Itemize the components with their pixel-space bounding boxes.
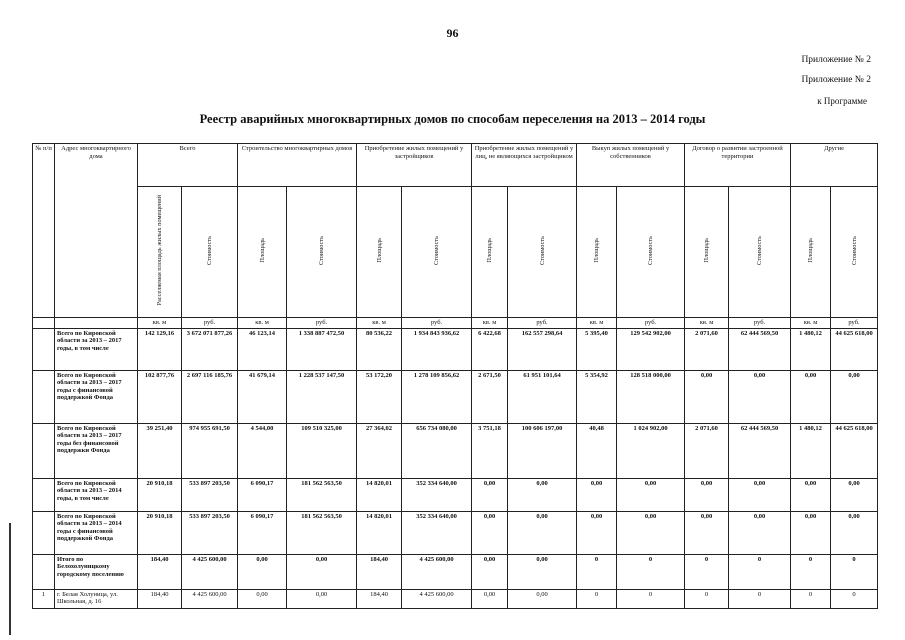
cell-value: 0 bbox=[577, 589, 617, 608]
sub-header-cost: Стоимость bbox=[182, 187, 238, 318]
cell-value: 0,00 bbox=[831, 511, 878, 554]
cell-value: 6 422,68 bbox=[472, 328, 508, 370]
cell-value: 62 444 569,50 bbox=[729, 423, 791, 478]
sub-header-area: Площадь bbox=[685, 187, 729, 318]
col-header-other: Другие bbox=[791, 144, 878, 187]
cell-value: 0,00 bbox=[791, 478, 831, 511]
cell-value: 0 bbox=[729, 554, 791, 589]
cell-value: 4 425 600,00 bbox=[402, 589, 472, 608]
unit-sqm: кв. м bbox=[472, 318, 508, 329]
unit-sqm: кв. м bbox=[685, 318, 729, 329]
table-row bbox=[33, 423, 878, 478]
cell-value: 62 444 569,50 bbox=[729, 328, 791, 370]
col-header-buyout: Выкуп жилых помещений у собственников bbox=[577, 144, 685, 187]
cell-value: 0,00 bbox=[791, 511, 831, 554]
cell-value: 0,00 bbox=[577, 478, 617, 511]
cell-value: 1 934 843 936,62 bbox=[402, 328, 472, 370]
cell-value: 0 bbox=[831, 554, 878, 589]
units-blank bbox=[55, 318, 138, 329]
cell-value: 27 364,02 bbox=[357, 423, 402, 478]
cell-value: 4 425 600,00 bbox=[182, 554, 238, 589]
appendix-program: к Программе bbox=[817, 96, 867, 106]
cell-value: 0,00 bbox=[729, 370, 791, 423]
col-header-address: Адрес многоквартирного дома bbox=[55, 144, 138, 318]
sub-header-cost: Стоимость bbox=[508, 187, 577, 318]
cell-value: 80 536,22 bbox=[357, 328, 402, 370]
unit-sqm: кв. м bbox=[791, 318, 831, 329]
sub-header-area: Площадь bbox=[357, 187, 402, 318]
cell-value: 4 544,00 bbox=[238, 423, 287, 478]
cell-value: 1 480,12 bbox=[791, 423, 831, 478]
cell-value: 533 897 203,50 bbox=[182, 478, 238, 511]
cell-value: 0,00 bbox=[685, 370, 729, 423]
cell-value: 0,00 bbox=[472, 589, 508, 608]
cell-value: 39 251,40 bbox=[138, 423, 182, 478]
units-blank bbox=[33, 318, 55, 329]
cell-value: 2 071,60 bbox=[685, 328, 729, 370]
cell-value: 162 557 298,64 bbox=[508, 328, 577, 370]
unit-rub: руб. bbox=[402, 318, 472, 329]
row-label: Итого по Белохолуницкому городскому поселению bbox=[55, 554, 138, 589]
cell-value: 0,00 bbox=[472, 478, 508, 511]
cell-value: 184,40 bbox=[357, 554, 402, 589]
cell-value: 0 bbox=[791, 589, 831, 608]
sub-header-cost: Стоимость bbox=[402, 187, 472, 318]
page-number: 96 bbox=[446, 26, 459, 40]
cell-value: 0,00 bbox=[238, 554, 287, 589]
cell-value: 184,40 bbox=[138, 589, 182, 608]
cell-value: 0 bbox=[617, 589, 685, 608]
table-row bbox=[33, 511, 878, 554]
cell-value: 0,00 bbox=[685, 478, 729, 511]
cell-value: 14 820,01 bbox=[357, 511, 402, 554]
table-row bbox=[33, 478, 878, 511]
unit-rub: руб. bbox=[617, 318, 685, 329]
cell-value: 6 090,17 bbox=[238, 478, 287, 511]
cell-value: 0 bbox=[685, 589, 729, 608]
sub-header-cost: Стоимость bbox=[831, 187, 878, 318]
cell-value: 0,00 bbox=[729, 511, 791, 554]
col-header-total: Всего bbox=[138, 144, 238, 187]
col-header-purchase-nondeveloper: Приобретение жилых помещений у лиц, не являющихся застройщиком bbox=[472, 144, 577, 187]
cell-value: 4 425 600,00 bbox=[182, 589, 238, 608]
cell-value: 0,00 bbox=[831, 478, 878, 511]
cell-value: 129 542 902,00 bbox=[617, 328, 685, 370]
registry-table bbox=[32, 143, 878, 609]
cell-value: 533 897 203,50 bbox=[182, 511, 238, 554]
header-row-groups bbox=[33, 144, 878, 187]
cell-value: 0,00 bbox=[472, 511, 508, 554]
cell-value: 102 877,76 bbox=[138, 370, 182, 423]
cell-value: 5 395,40 bbox=[577, 328, 617, 370]
cell-value: 14 820,01 bbox=[357, 478, 402, 511]
unit-rub: руб. bbox=[182, 318, 238, 329]
cell-value: 0 bbox=[577, 554, 617, 589]
row-number bbox=[33, 370, 55, 423]
cell-value: 0,00 bbox=[508, 554, 577, 589]
cell-value: 6 090,17 bbox=[238, 511, 287, 554]
cell-value: 0 bbox=[729, 589, 791, 608]
units-row bbox=[33, 318, 878, 329]
sub-header-area: Площадь bbox=[472, 187, 508, 318]
cell-value: 61 951 101,64 bbox=[508, 370, 577, 423]
header-row-sub bbox=[33, 187, 878, 318]
unit-rub: руб. bbox=[508, 318, 577, 329]
unit-rub: руб. bbox=[287, 318, 357, 329]
appendix-label-repeat: Приложение № 2 bbox=[801, 75, 871, 85]
cell-value: 184,40 bbox=[357, 589, 402, 608]
col-header-construction: Строительство многоквартирных домов bbox=[238, 144, 357, 187]
table-row bbox=[33, 554, 878, 589]
cell-value: 0,00 bbox=[729, 478, 791, 511]
unit-sqm: кв. м bbox=[238, 318, 287, 329]
table-row bbox=[33, 589, 878, 608]
unit-sqm: кв. м bbox=[577, 318, 617, 329]
sub-header-total-area: Расселяемая площадь жилых помещений bbox=[138, 187, 182, 318]
row-label: Всего по Кировской области за 2013 – 2017 годы без финансовой поддержки Фонда bbox=[55, 423, 138, 478]
cell-value: 44 625 618,00 bbox=[831, 328, 878, 370]
cell-value: 4 425 600,00 bbox=[402, 554, 472, 589]
row-label: г. Белая Холуница, ул. Школьная, д. 16 bbox=[55, 589, 138, 608]
cell-value: 41 679,14 bbox=[238, 370, 287, 423]
cell-value: 5 354,92 bbox=[577, 370, 617, 423]
cell-value: 184,40 bbox=[138, 554, 182, 589]
cell-value: 20 910,18 bbox=[138, 511, 182, 554]
sub-header-area: Площадь bbox=[238, 187, 287, 318]
table-row bbox=[33, 370, 878, 423]
cell-value: 40,48 bbox=[577, 423, 617, 478]
cell-value: 1 480,12 bbox=[791, 328, 831, 370]
cell-value: 352 334 640,00 bbox=[402, 478, 472, 511]
table-row bbox=[33, 328, 878, 370]
row-number: 1 bbox=[33, 589, 55, 608]
row-number bbox=[33, 328, 55, 370]
cell-value: 181 562 563,50 bbox=[287, 478, 357, 511]
sub-header-cost: Стоимость bbox=[729, 187, 791, 318]
row-label: Всего по Кировской области за 2013 – 2017 годы с финансовой поддержкой Фонда bbox=[55, 370, 138, 423]
col-header-num: № п/п bbox=[33, 144, 55, 318]
unit-sqm: кв. м bbox=[138, 318, 182, 329]
cell-value: 0,00 bbox=[508, 589, 577, 608]
row-number bbox=[33, 478, 55, 511]
row-number bbox=[33, 423, 55, 478]
sub-header-area: Площадь bbox=[791, 187, 831, 318]
row-number bbox=[33, 511, 55, 554]
cell-value: 53 172,20 bbox=[357, 370, 402, 423]
cell-value: 3 751,18 bbox=[472, 423, 508, 478]
cell-value: 352 334 640,00 bbox=[402, 511, 472, 554]
cell-value: 0,00 bbox=[831, 370, 878, 423]
appendix-label: Приложение № 2 bbox=[801, 55, 871, 65]
cell-value: 1 024 902,00 bbox=[617, 423, 685, 478]
cell-value: 2 671,50 bbox=[472, 370, 508, 423]
cell-value: 656 734 080,00 bbox=[402, 423, 472, 478]
cell-value: 20 910,18 bbox=[138, 478, 182, 511]
cell-value: 181 562 563,50 bbox=[287, 511, 357, 554]
row-number bbox=[33, 554, 55, 589]
col-header-development: Договор о развитии застроенной территории bbox=[685, 144, 791, 187]
margin-rule bbox=[9, 523, 11, 635]
cell-value: 0 bbox=[791, 554, 831, 589]
cell-value: 0,00 bbox=[472, 554, 508, 589]
cell-value: 0,00 bbox=[508, 511, 577, 554]
cell-value: 44 625 618,00 bbox=[831, 423, 878, 478]
unit-rub: руб. bbox=[729, 318, 791, 329]
unit-rub: руб. bbox=[831, 318, 878, 329]
unit-sqm: кв. м bbox=[357, 318, 402, 329]
cell-value: 1 278 109 856,62 bbox=[402, 370, 472, 423]
cell-value: 1 228 537 147,50 bbox=[287, 370, 357, 423]
sub-header-area: Площадь bbox=[577, 187, 617, 318]
cell-value: 0,00 bbox=[685, 511, 729, 554]
cell-value: 46 123,14 bbox=[238, 328, 287, 370]
sub-header-cost: Стоимость bbox=[287, 187, 357, 318]
row-label: Всего по Кировской области за 2013 – 2017 годы, в том числе bbox=[55, 328, 138, 370]
cell-value: 1 338 887 472,50 bbox=[287, 328, 357, 370]
col-header-purchase-developer: Приобретение жилых помещений у застройщиков bbox=[357, 144, 472, 187]
cell-value: 0,00 bbox=[617, 478, 685, 511]
cell-value: 0 bbox=[617, 554, 685, 589]
cell-value: 0,00 bbox=[287, 589, 357, 608]
cell-value: 0,00 bbox=[508, 478, 577, 511]
cell-value: 100 606 197,00 bbox=[508, 423, 577, 478]
cell-value: 0,00 bbox=[617, 511, 685, 554]
cell-value: 0,00 bbox=[791, 370, 831, 423]
cell-value: 3 672 071 877,26 bbox=[182, 328, 238, 370]
cell-value: 2 071,60 bbox=[685, 423, 729, 478]
cell-value: 109 510 325,00 bbox=[287, 423, 357, 478]
row-label: Всего по Кировской области за 2013 – 2014 годы с финансовой поддержкой Фонда bbox=[55, 511, 138, 554]
cell-value: 0,00 bbox=[577, 511, 617, 554]
cell-value: 0 bbox=[685, 554, 729, 589]
cell-value: 0,00 bbox=[238, 589, 287, 608]
document-title: Реестр аварийных многоквартирных домов по способам переселения на 2013 – 2014 годы bbox=[199, 112, 706, 126]
cell-value: 142 129,16 bbox=[138, 328, 182, 370]
cell-value: 974 955 691,50 bbox=[182, 423, 238, 478]
cell-value: 0 bbox=[831, 589, 878, 608]
cell-value: 2 697 116 185,76 bbox=[182, 370, 238, 423]
row-label: Всего по Кировской области за 2013 – 2014 годы, в том числе bbox=[55, 478, 138, 511]
cell-value: 0,00 bbox=[287, 554, 357, 589]
sub-header-cost: Стоимость bbox=[617, 187, 685, 318]
cell-value: 128 518 000,00 bbox=[617, 370, 685, 423]
